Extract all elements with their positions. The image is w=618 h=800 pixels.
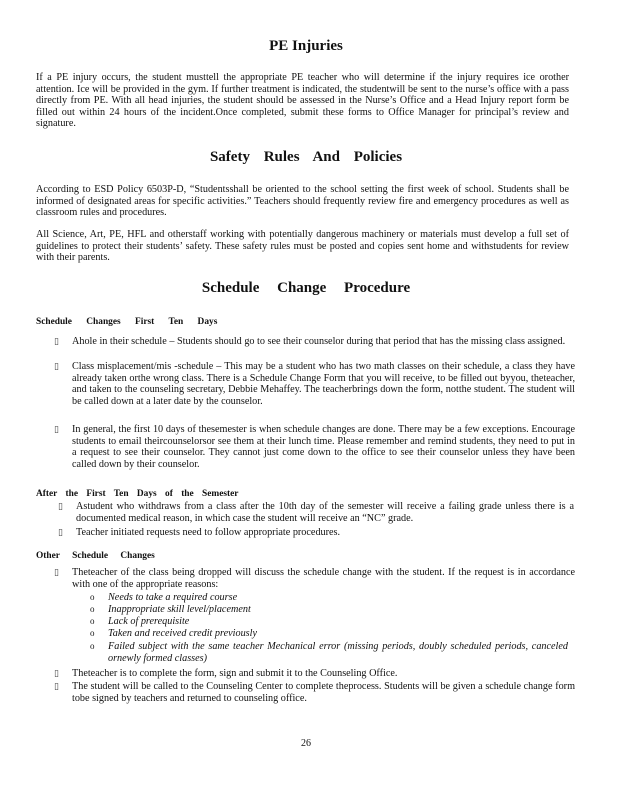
circle-bullet-icon: o bbox=[90, 641, 95, 651]
pe-injuries-title: PE Injuries bbox=[269, 38, 343, 54]
bullet-icon: ▯ bbox=[54, 681, 59, 691]
first-ten-days-heading: Schedule Changes First Ten Days bbox=[36, 317, 218, 327]
reason-5: Failed subject with the same teacher Mechanical error (missing periods, doubly scheduled periods, canceled ornewly formed classes) bbox=[108, 641, 568, 664]
other-item-1: Theteacher is to complete the form, sign and submit it to the Counseling Office. bbox=[72, 668, 398, 679]
safety-paragraph-2: All Science, Art, PE, HFL and otherstaff working with potentially dangerous machinery or materials must develop a full set of guidelines to protect their students’ safety. These safety rules must be posted and copies sent home and withstudents for review with their parents. bbox=[36, 229, 569, 264]
bullet-icon: ▯ bbox=[54, 336, 59, 346]
reason-3: Lack of prerequisite bbox=[108, 616, 190, 627]
bullet-icon: ▯ bbox=[54, 361, 59, 371]
bullet-icon: ▯ bbox=[54, 567, 59, 577]
reason-2: Inappropriate skill level/placement bbox=[108, 604, 251, 615]
after-item-1: Astudent who withdraws from a class after the 10th day of the semester will receive a failing grade unless there is a documented medical reason, in which case the student will receive an “NC” grade. bbox=[76, 501, 574, 524]
after-item-2: Teacher initiated requests need to follow appropriate procedures. bbox=[76, 527, 341, 538]
after-first-ten-heading: After the First Ten Days of the Semester bbox=[36, 489, 239, 499]
pe-injuries-text: If a PE injury occurs, the student musttell the appropriate PE teacher who will determine if the injury requires ice orother attention. Ice will be provided in the gym. If further treatment is indicated, the studentwill be sent to the nurse’s office with a pass directly from PE. With all head injuries, the student should be assessed in the Nurse’s Office and a Head Injury report form be filled out within 24 hours of the incident.Once completed, submit these forms to Office Manager for principal’s review and signature. bbox=[36, 72, 569, 130]
bullet-icon: ▯ bbox=[54, 424, 59, 434]
other-changes-heading: Other Schedule Changes bbox=[36, 551, 155, 561]
safety-title: Safety Rules And Policies bbox=[209, 149, 403, 165]
bullet-icon: ▯ bbox=[54, 668, 59, 678]
bullet-icon: ▯ bbox=[58, 527, 63, 537]
circle-bullet-icon: o bbox=[90, 592, 95, 602]
first-ten-item-2: Class misplacement/mis -schedule – This may be a student who has two math classes on their schedule, a class they have already taken orthe wrong class. There is a Schedule Change Form that you will receive, to be filled out byyou, theteacher, and taken to the counseling secretary, Debbie Mehaffey. The teacherbrings down the form, notthe student. The student will be called down at a later date by the counselor. bbox=[72, 361, 575, 407]
first-ten-item-3: In general, the first 10 days of thesemester is when schedule changes are done. There may be a few exceptions. Encourage students to email theircounselorsor see them at their lunch time. Please remember and remind students, they need to put in a request to see their counselor. They cannot just come down to the office to see their counselor unless they have been called down by their counselor. bbox=[72, 424, 575, 470]
reason-1: Needs to take a required course bbox=[108, 592, 238, 603]
other-item-2: The student will be called to the Counseling Center to complete theprocess. Students will be given a schedule change form tobe signed by teachers and returned to counseling office. bbox=[72, 681, 575, 704]
schedule-title: Schedule Change Procedure bbox=[201, 280, 411, 296]
safety-paragraph-1: According to ESD Policy 6503P-D, “Studentsshall be oriented to the school setting the first week of school. Students shall be informed of designated areas for specific activities.” Teachers should frequently review fire and emergency procedures as well as classroom rules and procedures. bbox=[36, 184, 569, 219]
reason-4: Taken and received credit previously bbox=[108, 628, 257, 639]
circle-bullet-icon: o bbox=[90, 604, 95, 614]
bullet-icon: ▯ bbox=[58, 501, 63, 511]
other-intro: Theteacher of the class being dropped will discuss the schedule change with the student. If the request is in accordance with one of the appropriate reasons: bbox=[72, 567, 575, 590]
first-ten-item-1: Ahole in their schedule – Students should go to see their counselor during that period that has the missing class assigned. bbox=[72, 336, 566, 347]
circle-bullet-icon: o bbox=[90, 616, 95, 626]
page-number: 26 bbox=[301, 738, 311, 749]
circle-bullet-icon: o bbox=[90, 628, 95, 638]
